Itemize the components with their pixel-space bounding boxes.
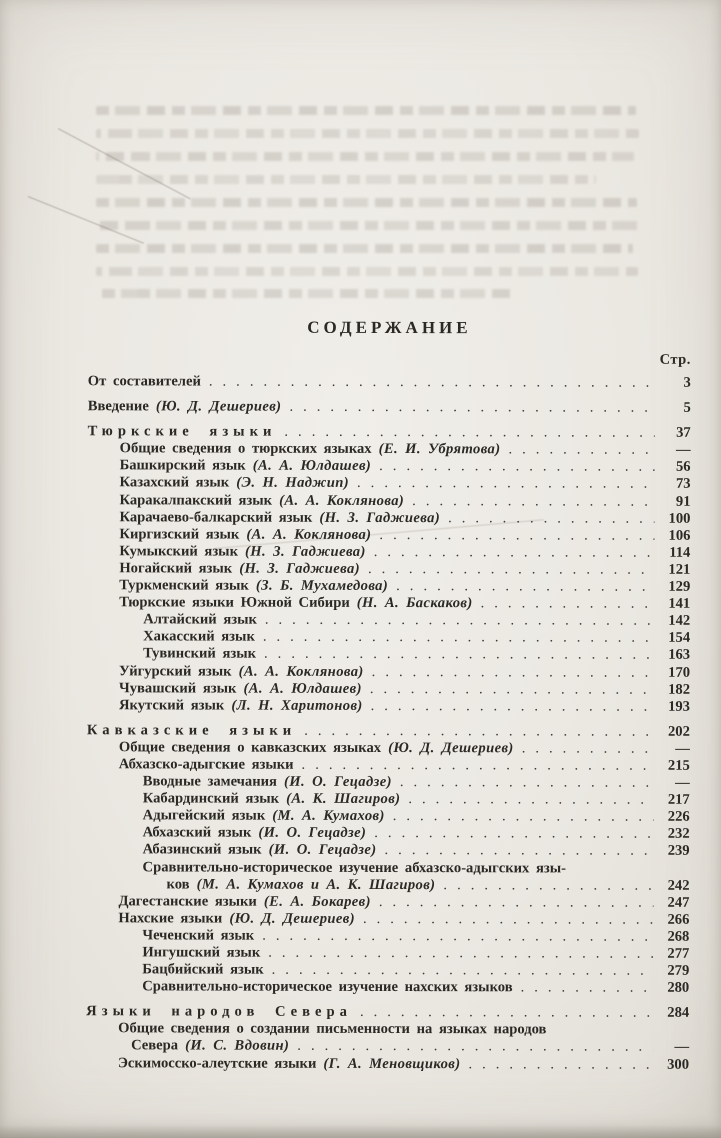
dot-leader <box>281 399 654 417</box>
dot-leader <box>201 374 655 392</box>
toc-page-number: 284 <box>667 1005 690 1022</box>
toc-page-number: 232 <box>667 826 690 843</box>
toc-row <box>86 893 689 912</box>
bleed-line <box>96 152 634 161</box>
toc-row <box>88 373 691 392</box>
toc-page-number: 142 <box>668 612 691 630</box>
bleed-line <box>96 175 596 184</box>
toc-page-number: 5 <box>683 399 691 416</box>
toc-entry-author: (Н. З. Гаджиева) <box>232 560 360 577</box>
toc-page-number: 268 <box>667 928 690 945</box>
toc-row <box>87 492 690 511</box>
toc-entry-title: Абхазский язык <box>142 824 252 841</box>
toc-entry-author: (З. Б. Мухамедова) <box>248 577 389 595</box>
toc-entry-title: Абазинский язык <box>142 841 262 859</box>
dot-leader <box>460 1056 653 1074</box>
toc-entry-title: Вводные замечания <box>142 773 277 790</box>
toc-row <box>88 423 691 442</box>
dot-leader <box>260 945 653 963</box>
page-column-header: Стр. <box>659 351 691 368</box>
toc-entry-author: (Э. Н. Наджип) <box>229 475 350 492</box>
dot-leader <box>371 894 654 912</box>
toc-entry-title: Якутский язык <box>118 696 225 714</box>
toc-entry-author: (Е. И. Убрятова) <box>371 441 501 458</box>
dot-leader <box>276 424 654 442</box>
dot-leader <box>473 595 655 613</box>
toc-entry-title: Кавказские языки <box>86 721 297 739</box>
toc-page-number: 300 <box>667 1056 690 1073</box>
dot-leader <box>377 842 654 860</box>
dot-leader <box>366 544 655 562</box>
toc-page-number: 182 <box>668 681 691 698</box>
toc-entry-title: Кабардинский язык <box>142 790 280 807</box>
toc-entry-title: Хакасский язык <box>143 628 255 645</box>
toc-page-number: 73 <box>675 476 691 493</box>
toc-page-number: 170 <box>668 664 691 681</box>
toc-entry-title: Дагестанские языки <box>118 893 257 910</box>
toc-row <box>87 842 690 861</box>
toc-row <box>87 680 690 699</box>
toc-row <box>87 629 690 648</box>
toc-row <box>86 961 689 980</box>
toc-page-number: 114 <box>669 544 691 561</box>
toc-page-number: 106 <box>668 527 691 544</box>
dot-leader <box>364 663 654 681</box>
dot-leader <box>257 612 654 630</box>
toc-row <box>87 825 690 844</box>
toc-entry-title: Ногайский язык <box>119 560 233 577</box>
dot-leader <box>294 757 654 775</box>
toc-entry-title: Кумыкский язык <box>119 543 239 560</box>
toc-row <box>86 978 689 997</box>
toc-entry-title: Эскимосско-алеутские языки <box>118 1054 317 1072</box>
toc-entry-author: (Н. З. Гаджиева) <box>237 543 366 560</box>
toc-entry-author: (Ю. Д. Дешериев) <box>148 398 282 415</box>
toc-row <box>87 594 690 613</box>
toc-entry-author: (Ю. Д. Дешериев) <box>222 910 355 927</box>
dot-leader <box>371 527 654 545</box>
bleed-line <box>96 106 636 115</box>
toc-page-number: — <box>675 774 690 791</box>
toc-entry-author: (А. А. Юлдашев) <box>245 458 372 475</box>
toc-entry-title: Чеченский язык <box>142 927 255 944</box>
toc-entry-title: Карачаево-балкарский язык <box>119 508 313 526</box>
toc-row <box>87 543 690 562</box>
toc-entry-author: (И. О. Гецадзе) <box>251 824 367 842</box>
toc-entry-title: Тюркские языки Южной Сибири <box>119 594 350 612</box>
toc-entry-title: От составителей <box>87 373 201 390</box>
toc-entry-title: Тувинский язык <box>143 645 257 663</box>
toc-page-number: 100 <box>668 510 691 527</box>
toc-row <box>87 722 690 741</box>
toc-entry-author: (И. О. Гецадзе) <box>276 773 392 791</box>
dot-leader <box>349 475 655 493</box>
dot-leader <box>435 877 653 895</box>
table-of-contents <box>86 317 691 1073</box>
toc-entry-title: Башкирский язык <box>119 457 246 475</box>
toc-row <box>87 526 690 545</box>
bleed-line <box>96 221 640 230</box>
dot-leader <box>362 681 654 699</box>
toc-row <box>86 944 689 963</box>
toc-page-number: 215 <box>667 757 690 774</box>
dot-leader <box>388 578 654 596</box>
toc-entry-title: Уйгурский язык <box>119 662 232 680</box>
toc-entry-title: Чувашский язык <box>118 679 237 697</box>
toc-page-number: 193 <box>668 698 690 715</box>
toc-page-number: 3 <box>683 374 691 391</box>
toc-entry-title: Сравнительно-историческое изучение нахских языков <box>142 978 513 996</box>
toc-row <box>87 756 690 775</box>
toc-entry-author: (Ю. Д. Дешериев) <box>381 739 514 757</box>
dot-leader <box>440 510 654 528</box>
dot-leader <box>500 442 654 459</box>
toc-page-number: 121 <box>668 561 691 578</box>
toc-entry-title: Общие сведения о кавказских языках <box>118 739 382 756</box>
bleed-line <box>96 289 511 298</box>
toc-page-number: 202 <box>667 723 690 740</box>
dot-leader <box>385 808 654 826</box>
toc-entry-author: (Г. А. Меновщиков) <box>316 1055 461 1072</box>
toc-entry-title: Сравнительно-историческое изучение абхазско-адыгских язы- <box>142 858 567 876</box>
toc-row <box>87 859 690 878</box>
toc-row <box>87 663 690 682</box>
toc-entry-title: Абхазско-адыгские языки <box>118 756 294 773</box>
bleed-line <box>96 244 633 253</box>
dot-leader <box>355 911 653 929</box>
toc-row <box>87 697 690 716</box>
toc-entry-title: Адыгейский язык <box>142 807 266 824</box>
toc-row <box>87 611 690 630</box>
toc-row <box>86 1038 689 1057</box>
toc-entry-author: (М. А. Кумахов) <box>265 807 385 825</box>
toc-page-number: 154 <box>668 630 691 647</box>
toc-entry-author: (Н. З. Гаджиева) <box>312 509 441 526</box>
toc-entry-title: Алтайский язык <box>143 611 257 628</box>
toc-row <box>87 560 690 579</box>
toc-entry-author: (А. А. Юлдашев) <box>236 680 362 697</box>
toc-row <box>87 773 690 792</box>
toc-row <box>88 398 691 417</box>
toc-entry-title: Общие сведения о тюркских языках <box>119 440 372 458</box>
toc-entry-title: Языки народов Севера <box>86 1003 352 1021</box>
toc-entry-title: Ингушский язык <box>142 944 261 961</box>
toc-page-number: — <box>676 442 691 459</box>
dot-leader <box>404 493 654 511</box>
dot-leader <box>400 791 653 809</box>
toc-row <box>87 577 690 596</box>
dot-leader <box>256 646 654 664</box>
crease-line <box>58 128 191 199</box>
toc-page-number: — <box>675 740 690 757</box>
toc-page-number: 277 <box>667 945 690 962</box>
bleed-line <box>96 129 639 138</box>
toc-row <box>86 876 689 895</box>
toc-row <box>86 1003 689 1022</box>
toc-entry-author: (Е. А. Бокарев) <box>256 893 371 910</box>
toc-entry-author: (А. А. Коклянова) <box>239 526 372 543</box>
toc-row <box>87 807 690 826</box>
toc-entry-title: Туркменский язык <box>119 577 249 594</box>
toc-page-number: 280 <box>667 979 690 996</box>
toc-entry-author: (А. А. Коклянова) <box>272 492 405 509</box>
toc-page-number: 279 <box>667 962 690 979</box>
toc-entry-author: (А. А. Коклянова) <box>231 663 364 680</box>
dot-leader <box>363 698 654 716</box>
toc-entry-title: Тюркские языки <box>87 423 277 440</box>
dot-leader <box>513 980 654 997</box>
toc-page-number: 247 <box>667 894 690 911</box>
toc-page-number: 226 <box>667 808 690 826</box>
dot-leader <box>289 1038 653 1056</box>
toc-page-number: 242 <box>667 877 690 894</box>
toc-page-number: 239 <box>667 843 690 860</box>
toc-row <box>88 458 691 477</box>
toc-row <box>87 509 690 528</box>
dot-leader <box>360 561 654 579</box>
dot-leader <box>371 458 654 476</box>
toc-entry-title: Общие сведения о создании письменности на языках народов <box>118 1020 547 1038</box>
toc-entry-title: Севера <box>131 1037 179 1054</box>
toc-row <box>87 739 690 758</box>
dot-leader <box>255 629 654 647</box>
toc-page-number: 91 <box>675 493 691 510</box>
dot-leader <box>254 928 653 946</box>
toc-entry-author: (И. С. Вдовин) <box>178 1037 290 1055</box>
toc-entry-author: (М. А. Кумахов и А. К. Шагиров) <box>189 876 436 893</box>
toc-row <box>87 646 690 665</box>
toc-row <box>88 440 691 459</box>
page-title: СОДЕРЖАНИЕ <box>307 317 472 338</box>
toc-list <box>86 373 691 1073</box>
toc-row <box>86 1055 689 1074</box>
toc-entry-title: Бацбийский язык <box>142 961 264 978</box>
toc-entry-author: (А. К. Шагиров) <box>279 790 401 808</box>
toc-entry-title: Казахский язык <box>119 474 230 492</box>
toc-page-number: 163 <box>668 647 691 664</box>
dot-leader <box>392 774 654 792</box>
toc-entry-title: Нахские языки <box>118 910 223 927</box>
toc-entry-author: (И. О. Гецадзе) <box>261 842 377 859</box>
toc-row <box>88 475 691 494</box>
toc-entry-title: Каракалпакский язык <box>119 491 273 509</box>
toc-entry-title: Киргизский язык <box>119 526 240 543</box>
bleed-line <box>96 198 637 207</box>
toc-page-number: 141 <box>668 595 691 612</box>
toc-entry-author: (Н. А. Баскаков) <box>349 595 473 612</box>
toc-page-number: 266 <box>667 911 690 928</box>
toc-row <box>87 790 690 809</box>
toc-entry-title: Введение <box>87 398 149 415</box>
dot-leader <box>514 740 654 757</box>
toc-page-number: 56 <box>675 459 691 476</box>
dot-leader <box>366 825 653 843</box>
toc-page-number: 37 <box>676 424 691 441</box>
toc-page-number: — <box>674 1039 690 1056</box>
toc-row <box>86 1021 689 1040</box>
dot-leader <box>352 1004 653 1022</box>
dot-leader <box>296 723 654 741</box>
toc-page-number: 217 <box>667 791 690 808</box>
toc-page-number: 129 <box>668 578 691 595</box>
toc-entry-title: ков <box>166 876 190 893</box>
toc-row <box>86 927 689 946</box>
bleed-line <box>96 267 638 276</box>
toc-entry-author: (Л. Н. Харитонов) <box>224 697 363 714</box>
toc-row <box>86 910 689 929</box>
dot-leader <box>264 962 654 980</box>
